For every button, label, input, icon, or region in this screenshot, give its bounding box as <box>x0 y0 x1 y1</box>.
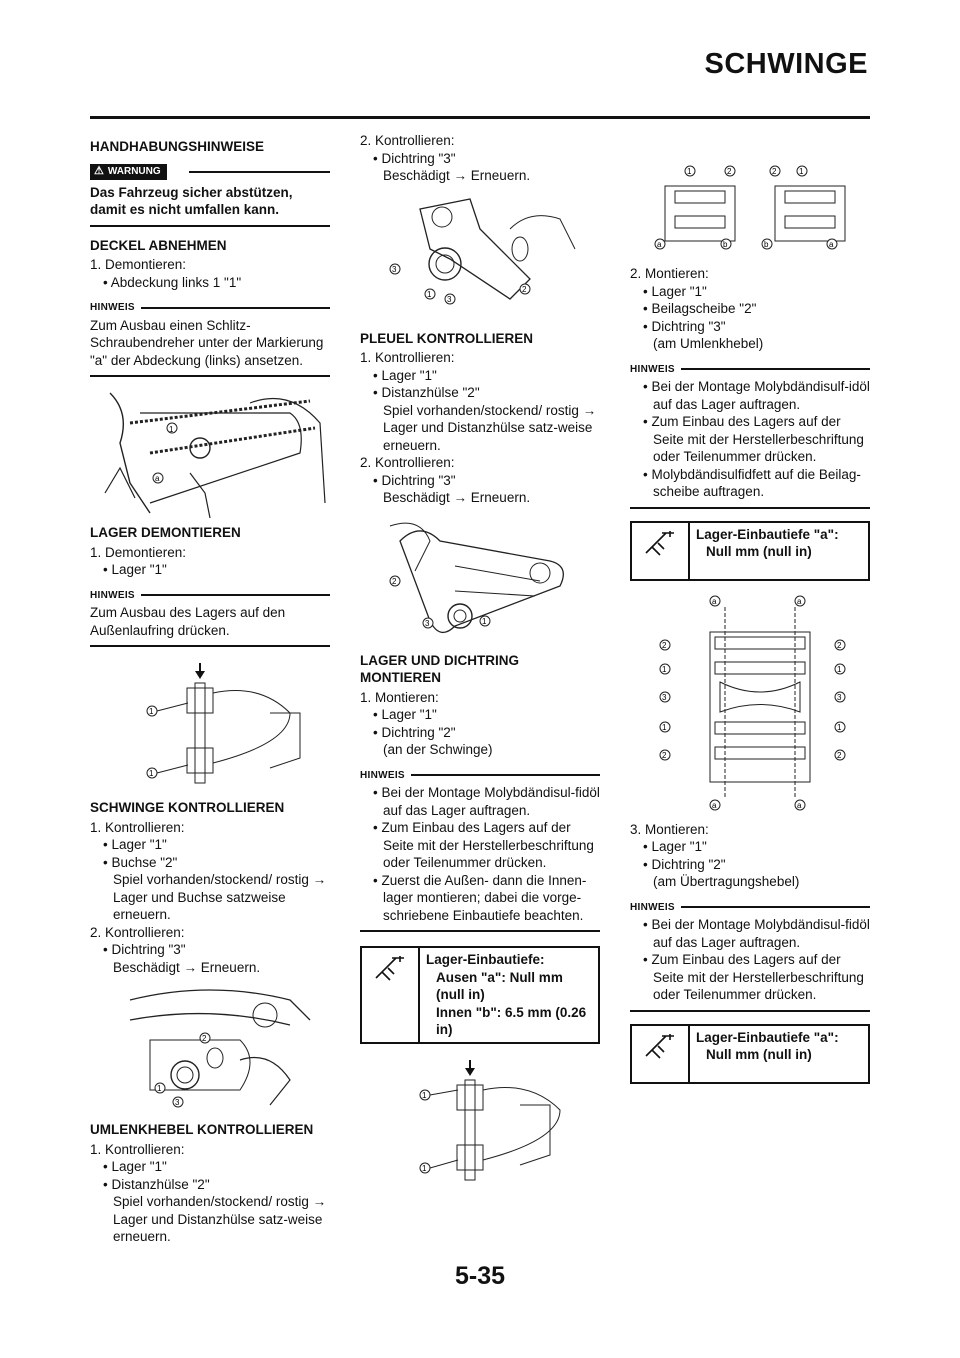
bullet: • Dichtring "3" <box>373 150 456 166</box>
bullet-text: (am Übertragungshebel) <box>653 874 800 889</box>
step: 2. Kontrollieren: <box>360 133 455 148</box>
note-header <box>90 299 330 317</box>
divider <box>681 906 870 908</box>
step: 1. Kontrollieren: <box>90 819 185 835</box>
callout-3: 3 <box>837 692 842 702</box>
divider <box>189 171 330 173</box>
callout-b: b <box>764 240 769 249</box>
caliper-icon <box>632 1026 690 1082</box>
page-number: 5-35 <box>454 1262 506 1290</box>
spec-content <box>420 948 598 1042</box>
divider <box>630 507 870 509</box>
callout-1: 1 <box>149 707 154 716</box>
step: 1. Kontrollieren: <box>360 350 455 365</box>
callout-2: 2 <box>772 167 777 176</box>
spec-line: Null mm (null in) <box>706 1047 812 1062</box>
callout-1: 1 <box>169 425 174 434</box>
spec-box <box>630 1024 870 1084</box>
divider <box>90 225 330 227</box>
callout-1: 1 <box>427 289 432 299</box>
callout-b: b <box>723 240 728 249</box>
step: 1. Demontieren: <box>90 257 187 272</box>
spec-line: Ausen "a": Null mm (null in) <box>436 969 563 1002</box>
callout-a: a <box>657 240 662 249</box>
spec-line: Null mm (null in) <box>706 544 812 559</box>
step: 2. Kontrollieren: <box>360 455 455 470</box>
note-header <box>630 899 870 917</box>
column-3 <box>630 132 870 1090</box>
warning-text: Das Fahrzeug sicher abstützen, damit es nicht umfallen kann. <box>90 184 293 217</box>
bullet: • Dichtring "2" <box>643 856 726 872</box>
relay-arm-section-illustration <box>630 136 870 261</box>
bullet: • Dichtring "3" <box>373 472 456 488</box>
bullet: • Lager "1" <box>373 367 437 383</box>
callout-3: 3 <box>662 692 667 702</box>
bullet: • Lager "1" <box>103 837 167 852</box>
section-title: LAGER UND DICHTRING MONTIEREN <box>360 652 519 685</box>
section-title: DECKEL ABNEHMEN <box>90 237 227 253</box>
bullet: • Lager "1" <box>373 707 437 722</box>
callout-a: a <box>712 800 717 810</box>
note-text: • Zuerst die Außen- dann die Innen-lager montieren; dabei die vorge-schriebene Einbautiefe beachten. <box>373 872 587 923</box>
bullet: • Lager "1" <box>103 1159 167 1174</box>
warning-header <box>90 164 330 180</box>
callout-1: 1 <box>422 1090 427 1100</box>
bullet-text: Spiel vorhanden/stockend/ rostig → Lager und Distanzhülse satz-weise erneuern. <box>383 402 597 453</box>
callout-1: 1 <box>837 664 842 674</box>
bullet: • Lager "1" <box>103 562 167 577</box>
bullet: • Dichtring "3" <box>103 942 186 957</box>
bullet: • Abdeckung links 1 "1" <box>103 274 242 290</box>
note-text: • Bei der Montage Molybdändisulf-idöl auf das Lager auftragen. <box>643 379 870 412</box>
callout-3: 3 <box>392 264 397 274</box>
bearing-install-illustration <box>360 1050 600 1185</box>
note-text: Zum Ausbau einen Schlitz-Schraubendreher unter der Markierung "a" der Abdeckung (links) ansetzen. <box>90 317 324 368</box>
divider <box>141 594 330 596</box>
section-title: UMLENKHEBEL KONTROLLIEREN <box>90 1122 314 1137</box>
step: 1. Kontrollieren: <box>90 1141 185 1157</box>
spec-box <box>360 946 600 1044</box>
step: 3. Montieren: <box>630 821 709 837</box>
callout-1: 1 <box>799 167 804 176</box>
callout-1: 1 <box>662 664 667 674</box>
divider <box>681 368 870 370</box>
divider <box>90 375 330 377</box>
callout-a: a <box>712 596 717 606</box>
step: 2. Kontrollieren: <box>90 924 185 940</box>
note-label: HINWEIS <box>90 302 135 313</box>
callout-2: 2 <box>522 284 527 294</box>
step: 1. Montieren: <box>360 689 439 705</box>
note-label: HINWEIS <box>630 363 675 375</box>
bullet: • Lager "1" <box>643 283 707 299</box>
note-text: Zum Ausbau des Lagers auf den Außenlaufring drücken. <box>90 605 286 638</box>
section-title: LAGER DEMONTIEREN <box>90 525 241 540</box>
callout-2: 2 <box>837 750 842 760</box>
divider <box>630 1010 870 1012</box>
spec-line: Innen "b": 6.5 mm (0.26 in) <box>436 1004 587 1037</box>
bullet: • Lager "1" <box>643 839 707 854</box>
callout-a: a <box>797 596 802 606</box>
divider <box>90 645 330 647</box>
note-label: HINWEIS <box>630 901 675 913</box>
swingarm-inspection-illustration <box>90 980 330 1115</box>
callout-3: 3 <box>425 618 430 628</box>
callout-3: 3 <box>175 1098 180 1107</box>
caliper-icon <box>632 523 690 579</box>
note-text: • Bei der Montage Molybdändisul-fidöl auf das Lager auftragen. <box>643 917 870 950</box>
bullet-text: Spiel vorhanden/stockend/ rostig → Lager und Buchse satzweise erneuern. <box>113 872 327 922</box>
spec-title: Lager-Einbautiefe "a": <box>696 526 839 542</box>
bullet: • Buchse "2" <box>103 854 178 870</box>
rod-illustration <box>360 511 600 646</box>
callout-1: 1 <box>687 167 692 176</box>
bullet: • Dichtring "2" <box>373 724 456 740</box>
warning-badge <box>90 164 167 180</box>
linkage-seal-illustration <box>360 189 600 324</box>
note-label: HINWEIS <box>90 589 135 601</box>
bullet-text: (am Umlenkhebel) <box>653 336 764 351</box>
rod-section-illustration <box>630 587 870 817</box>
divider <box>141 307 330 309</box>
callout-a: a <box>829 240 834 249</box>
divider <box>411 774 600 776</box>
note-text: • Molybdändisulfidfett auf die Beilag-scheibe auftragen. <box>643 466 861 499</box>
callout-1: 1 <box>422 1163 427 1173</box>
note-header <box>630 361 870 379</box>
callout-1: 1 <box>837 722 842 732</box>
section-title: PLEUEL KONTROLLIEREN <box>360 330 534 346</box>
callout-2: 2 <box>662 640 667 650</box>
cover-illustration <box>90 383 330 518</box>
spec-title: Lager-Einbautiefe "a": <box>696 1029 839 1045</box>
section-title: SCHWINGE KONTROLLIEREN <box>90 800 285 815</box>
spec-content <box>690 1026 868 1082</box>
caliper-icon <box>362 948 420 1042</box>
warning-label: WARNUNG <box>107 165 161 177</box>
step: 1. Demontieren: <box>90 544 187 560</box>
note-text: • Zum Einbau des Lagers auf der Seite mit der Herstellerbeschriftung oder Teilenummer drücken. <box>373 820 594 870</box>
section-title: HANDHABUNGSHINWEISE <box>90 139 265 154</box>
callout-1: 1 <box>482 616 487 626</box>
bullet: • Beilagscheibe "2" <box>643 301 757 316</box>
note-header <box>90 587 330 605</box>
column-1 <box>90 132 330 1246</box>
callout-1: 1 <box>149 769 154 778</box>
bullet: • Distanzhülse "2" <box>103 1176 210 1192</box>
callout-2: 2 <box>837 640 842 650</box>
note-header <box>360 767 600 785</box>
bullet-text: Beschädigt → Erneuern. <box>383 490 531 505</box>
callout-a: a <box>797 800 802 810</box>
bullet-text: (an der Schwinge) <box>383 742 493 757</box>
callout-2: 2 <box>727 167 732 176</box>
callout-2: 2 <box>392 576 397 586</box>
callout-2: 2 <box>662 750 667 760</box>
step: 2. Montieren: <box>630 266 709 281</box>
spec-title: Lager-Einbautiefe: <box>426 952 545 967</box>
spec-content <box>690 523 868 579</box>
page-title: SCHWINGE <box>704 48 868 80</box>
note-text: • Zum Einbau des Lagers auf der Seite mit der Herstellerbeschriftung oder Teilenummer drücken. <box>643 952 864 1002</box>
note-text: • Bei der Montage Molybdändisul-fidöl auf das Lager auftragen. <box>373 785 600 818</box>
callout-1: 1 <box>157 1084 162 1093</box>
spec-box <box>630 521 870 581</box>
callout-2: 2 <box>202 1034 207 1043</box>
header-rule <box>90 116 870 119</box>
note-label: HINWEIS <box>360 769 405 781</box>
bullet: • Dichtring "3" <box>643 318 726 334</box>
bullet: • Distanzhülse "2" <box>373 385 480 400</box>
callout-3: 3 <box>447 294 452 304</box>
note-text: • Zum Einbau des Lagers auf der Seite mit der Herstellerbeschriftung oder Teilenummer drücken. <box>643 414 864 464</box>
bearing-removal-illustration <box>90 653 330 793</box>
bullet-text: Beschädigt → Erneuern. <box>383 168 531 183</box>
callout-a: a <box>155 474 160 483</box>
warning-icon: ⚠ <box>94 164 104 177</box>
bullet-text: Spiel vorhanden/stockend/ rostig → Lager und Distanzhülse satz-weise erneuern. <box>113 1194 327 1244</box>
bullet-text: Beschädigt → Erneuern. <box>113 959 261 975</box>
callout-1: 1 <box>662 722 667 732</box>
column-2 <box>360 132 600 1189</box>
divider <box>360 930 600 932</box>
